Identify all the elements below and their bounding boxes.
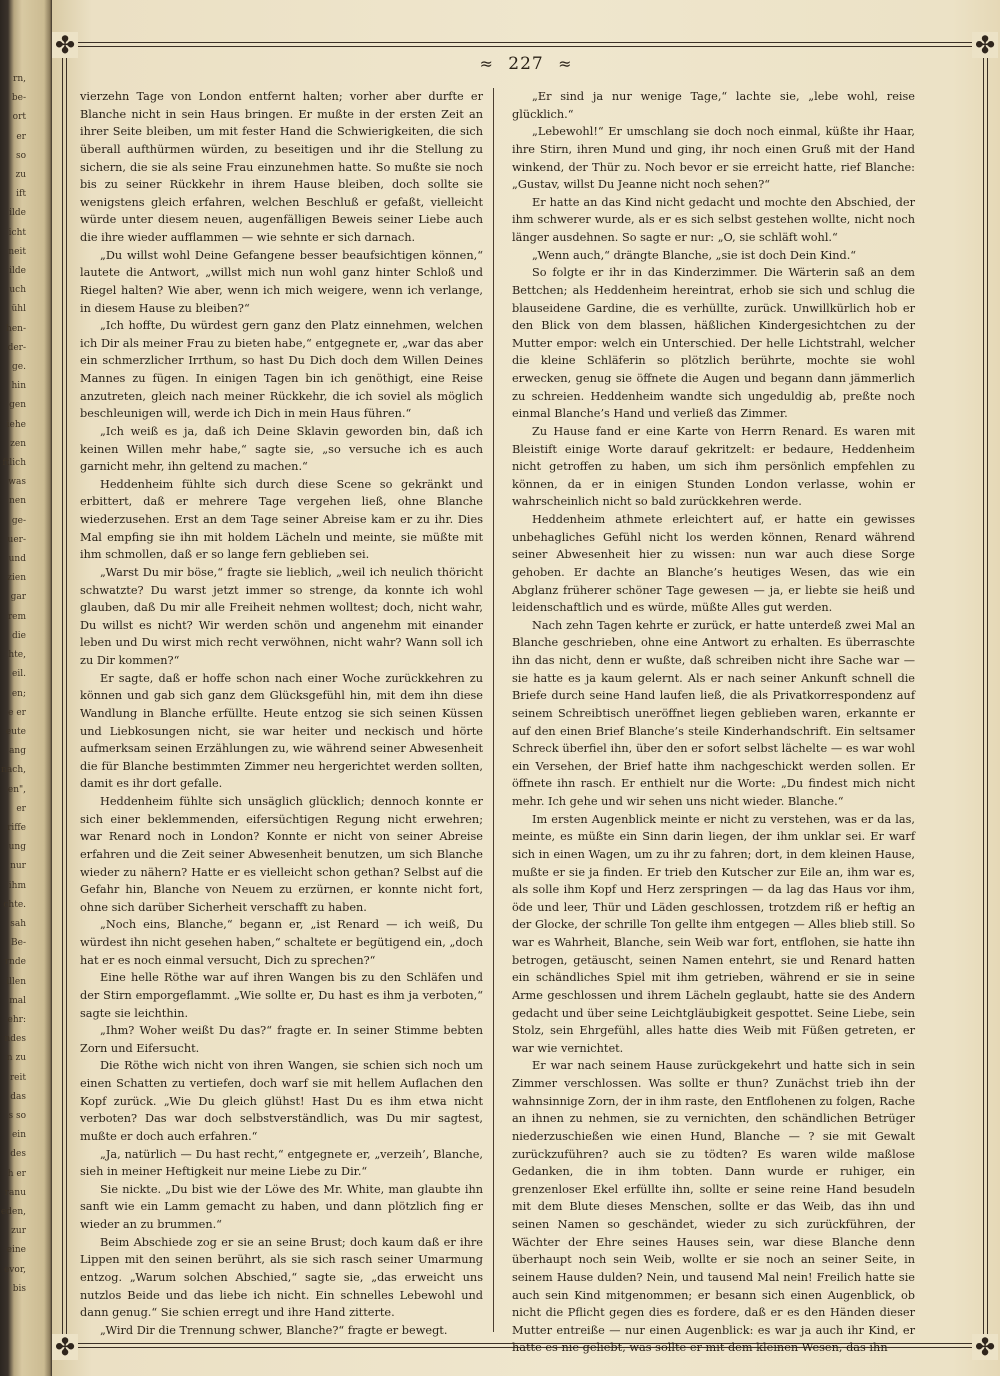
margin-fragment: reit bbox=[9, 1072, 26, 1083]
text-column-right bbox=[512, 88, 915, 1357]
paragraph: So folgte er ihr in das Kinderzimmer. Die Wärterin saß an dem Bettchen; als Heddenheim hereintrat, erhob sie sich und schlug die blauseidene Gardine, die es verhüllte, zurück. Unwillkürlich hob er den Blick von dem blassen, häßlichen Kindergesichtchen zu der Mutter empor: welch ein Unterschied. Der helle Lichtstrahl, welcher die kleine Schläferin so plötzlich berührte, mochte sie wohl erwecken, genug sie öffnete die Augen und begann dann jämmerlich zu schreien. Heddenheim wandte sich ungeduldig ab, preßte noch einmal Blanche’s Hand und verließ das Zimmer. bbox=[512, 266, 915, 421]
margin-fragment: ftlich bbox=[2, 458, 26, 469]
margin-fragment: hte, bbox=[8, 650, 26, 661]
margin-fragment: neit bbox=[8, 246, 26, 257]
paragraph: Die Röthe wich nicht von ihren Wangen, sie schien sich noch um einen Schatten zu vertiefen, doch warf sie mit hellem Auflachen den Kopf zurück. „Wie Du gleich glühst! Hast Du es ihm etwa nicht verboten? Das war doch selbstverständlich, was Du mir sagtest, mußte er doch auch erfahren.“ bbox=[80, 1059, 483, 1143]
margin-fragment: das bbox=[10, 1091, 26, 1102]
margin-fragment: mal bbox=[9, 995, 26, 1006]
paragraph: Eine helle Röthe war auf ihren Wangen bis zu den Schläfen und der Stirn emporgeflammt. „Wie sollte er, Du hast es ihm ja verboten,“ sagte sie leichthin. bbox=[80, 971, 483, 1020]
paragraph: Sie nickte. „Du bist wie der Löwe des Mr. White, man glaubte ihn sanft wie ein Lamm gemacht zu haben, und dann plötzlich fing er wieder an zu brummen.“ bbox=[80, 1182, 483, 1231]
margin-fragment: illen bbox=[6, 976, 26, 987]
margin-fragment: icht bbox=[8, 227, 26, 238]
margin-fragment: zu bbox=[15, 170, 26, 181]
margin-fragment: e er bbox=[8, 707, 26, 718]
margin-fragment: ndes bbox=[4, 1034, 26, 1045]
margin-fragment: uch bbox=[9, 285, 26, 296]
corner-ornament-icon: ✤ bbox=[52, 1334, 78, 1360]
margin-fragment: be- bbox=[11, 93, 26, 104]
margin-fragment: en; bbox=[11, 688, 26, 699]
margin-fragment: Be- bbox=[11, 938, 26, 949]
margin-fragment: ung bbox=[8, 842, 26, 853]
previous-page-margin bbox=[0, 70, 26, 1299]
paragraph: „Warst Du mir böse,“ fragte sie lieblich, „weil ich neulich thöricht schwatzte? Du warst jetzt immer so strenge, da konnte ich wohl glauben, daß Du mir alle Freiheit nehmen wolltest; doch, nicht wahr, Du willst es nicht? Wir werden schön und angenehm mit einander leben und Du wirst mich recht verwöhnen, nicht wahr? Wann soll ich zu Dir kommen?“ bbox=[80, 565, 483, 667]
text-column-left bbox=[80, 88, 483, 1339]
page-number: 227 bbox=[508, 54, 544, 74]
margin-fragment: uer- bbox=[7, 534, 26, 545]
margin-fragment: die bbox=[12, 630, 26, 641]
margin-fragment: eine bbox=[6, 1245, 26, 1256]
margin-fragment: der- bbox=[7, 342, 26, 353]
margin-fragment: er bbox=[16, 131, 26, 142]
margin-fragment: ein bbox=[11, 1130, 26, 1141]
column-divider bbox=[493, 88, 494, 1332]
margin-fragment: des bbox=[10, 1149, 26, 1160]
margin-fragment: zen bbox=[10, 438, 26, 449]
margin-fragment: bis bbox=[12, 1283, 26, 1294]
page-header bbox=[52, 54, 1000, 74]
margin-fragment: eil. bbox=[12, 669, 26, 680]
margin-fragment: ge. bbox=[12, 362, 26, 373]
margin-fragment: ge- bbox=[11, 515, 26, 526]
margin-fragment: eden, bbox=[0, 1206, 26, 1217]
margin-fragment: nach, bbox=[1, 765, 26, 776]
paragraph: Heddenheim fühlte sich unsäglich glücklich; dennoch konnte er sich einer beklemmenden, eifersüchtigen Regung nicht erwehren; war Renard noch in London? Konnte er nicht von seiner Abreise erfahren und die Zeit seiner Abwesenheit benutzen, um sich Blanche wieder zu nähern? Hatte er es vielleicht schon gethan? Selbst auf die Gefahr hin, Blanche von Neuem zu erzürnen, er konnte nicht fort, ohne sich darüber Sicherheit verschafft zu haben. bbox=[80, 795, 483, 914]
paragraph: „Noch eins, Blanche,“ begann er, „ist Renard — ich weiß, Du würdest ihn nicht gesehen haben,“ schaltete er begütigend ein, „doch hat er es noch einmal versucht, Dich zu sprechen?“ bbox=[80, 918, 483, 967]
paragraph: „Ihm? Woher weißt Du das?“ fragte er. In seiner Stimme bebten Zorn und Eifersucht. bbox=[80, 1024, 483, 1055]
margin-fragment: chte. bbox=[3, 899, 26, 910]
margin-fragment: was bbox=[8, 477, 26, 488]
margin-fragment: er bbox=[16, 803, 26, 814]
margin-fragment: ühl bbox=[11, 304, 26, 315]
margin-fragment: n zu bbox=[6, 1053, 26, 1064]
margin-fragment: ort bbox=[12, 112, 26, 123]
corner-ornament-icon: ✤ bbox=[52, 32, 78, 58]
margin-fragment: s so bbox=[8, 1110, 26, 1121]
book-page bbox=[52, 0, 1000, 1376]
margin-fragment: sah bbox=[10, 918, 26, 929]
margin-fragment: en", bbox=[7, 784, 26, 795]
paragraph: Nach zehn Tagen kehrte er zurück, er hatte unterdeß zwei Mal an Blanche geschrieben, ohne eine Antwort zu erhalten. Es überraschte ihn das nicht, denn er wußte, daß schreiben nicht ihre Sache war — sie hatte es ja kaum gelernt. Als er nach seiner Ankunft schnell die Briefe durch seine Hand laufen ließ, die als Privatkorrespondenz auf seinem Schreibtisch uneröffnet liegen geblieben waren, erkannte er auf den einen Brief Blanche’s steile Kinderhandschrift. Ein seltsamer Schreck überfiel ihn, über den er sofort selbst lächelte — es war wohl ein Versehen, der Brief hatte ihm nachgeschickt werden sollen. Er öffnete ihn rasch. Er enthielt nur die Worte: „Du findest mich nicht mehr. Ich gehe und wir sehen uns nicht wieder. Blanche.“ bbox=[512, 618, 915, 808]
margin-fragment: nur bbox=[10, 861, 26, 872]
paragraph: „Ich weiß es ja, daß ich Deine Sklavin geworden bin, daß ich keinen Willen mehr habe,“ sagte sie, „so versuche ich es auch garnicht mehr, ihn geltend zu machen.“ bbox=[80, 424, 483, 474]
paragraph: Zu Hause fand er eine Karte von Herrn Renard. Es waren mit Bleistift einige Worte darauf gekritzelt: er bedaure, Heddenheim nicht getroffen zu haben, um sich ihm persönlich empfehlen zu können, da er in einigen Stunden London verlasse, wohin er wahrscheinlich nicht so bald zurückkehren werde. bbox=[512, 424, 915, 509]
margin-fragment: iehe bbox=[6, 419, 26, 430]
margin-fragment: ehr: bbox=[7, 1014, 26, 1025]
margin-fragment: hin bbox=[11, 381, 26, 392]
margin-fragment: rnde bbox=[4, 957, 26, 968]
paragraph: Heddenheim fühlte sich durch diese Scene so gekränkt und erbittert, daß er mehrere Tage vergehen ließ, ohne Blanche wiederzusehen. Erst an dem Tage seiner Abreise kam er zu ihr. Dies Mal empfing sie ihn mit holdem Lächeln und meinte, sie müßte mit ihm schmollen, daß er so lange fern geblieben sei. bbox=[80, 477, 483, 562]
margin-fragment: gen bbox=[9, 400, 26, 411]
margin-fragment: hen- bbox=[6, 323, 26, 334]
corner-ornament-icon: ✤ bbox=[972, 32, 998, 58]
margin-fragment: h er bbox=[7, 1168, 26, 1179]
margin-fragment: rn, bbox=[13, 74, 26, 84]
paragraph: Beim Abschiede zog er sie an seine Brust; doch kaum daß er ihre Lippen mit den seinen berührt, als sie sich rasch seiner Umarmung entzog. „Warum solchen Abschied,“ sagte sie, „das erweicht uns nutzlos Beide und das liebe ich nicht. Ein schnelles Lebewohl und dann genug.“ Sie schien erregt und ihre Hand zitterte. bbox=[80, 1235, 483, 1320]
header-ornament-right-icon: ≈ bbox=[558, 54, 573, 73]
margin-fragment: ranu bbox=[4, 1187, 26, 1198]
paragraph: „Ja, natürlich — Du hast recht,“ entgegnete er, „verzeih’, Blanche, sieh in meiner Heftigkeit nur meine Liebe zu Dir.“ bbox=[80, 1147, 483, 1179]
corner-ornament-icon: ✤ bbox=[972, 1334, 998, 1360]
margin-fragment: gar bbox=[10, 592, 26, 603]
paragraph: „Lebewohl!“ Er umschlang sie doch noch einmal, küßte ihr Haar, ihre Stirn, ihren Mund und ging, ihr noch einen Gruß mit der Hand winkend, der Thür zu. Noch bevor er sie erreicht hatte, rief Blanche: „Gustav, willst Du Jeanne nicht noch sehen?“ bbox=[512, 125, 915, 192]
margin-fragment: zur bbox=[11, 1226, 26, 1237]
margin-fragment: ilde bbox=[9, 208, 26, 219]
paragraph: Im ersten Augenblick meinte er nicht zu verstehen, was er da las, meinte, es müßte ein Sinn darin liegen, der ihm unklar sei. Er warf sich in einen Wagen, um zu ihr zu fahren; dort, in dem kleinen Hause, mußte er sie ja finden. Er trieb den Kutscher zur Eile an, ihm war es, als solle ihm Kopf und Herz zerspringen — da lag das Haus vor ihm, öde und leer, Thür und Läden geschlossen, trotzdem riß er heftig an der Glocke, der schrille Ton gellte ihm entgegen — Alles blieb still. So war es Wahrheit, Blanche, sein Weib war fort, entflohen, sie hatte ihn betrogen, getäuscht, seinen Namen entehrt, sie und Renard hatten ein schändliches Spiel mit ihm getrieben, während er sie in seine Arme geschlossen und ihrem Lächeln geglaubt, hatte sie des Andern gedacht und über seine Leichtgläubigkeit gespottet. Seine Liebe, sein Stolz, sein Ehrgefühl, alles hatte dies Weib mit Füßen getreten, er war wie vernichtet. bbox=[512, 812, 915, 1055]
paragraph: Er war nach seinem Hause zurückgekehrt und hatte sich in sein Zimmer verschlossen. Was sollte er thun? Zunächst trieb ihn der wahnsinnige Zorn, der in ihm raste, den Entflohenen zu folgen, Rache an ihnen zu nehmen, sie zu vernichten, den schändlichen Betrüger niederzuschießen wie einen Hund, Blanche — ? sie mit Gewalt zurückzuführen? auch sie zu tödten? Es waren wilde maßlose Gedanken, die in ihm tobten. Dann wurde er ruhiger, ein grenzenloser Ekel erfüllte ihn, sollte er seine reine Hand besudeln mit dem Blute dieses Menschen, sollte er das Weib, das ihn und seinen Namen so geschändet, wieder zu sich zurückführen, der Wächter der Ehre seines Hauses sein, war diese Blanche denn überhaupt noch sein Weib, wollte er sie noch an seiner Seite, in seinem Hause dulden? Nein, und tausend Mal nein! Freilich hatte sie auch sein Kind mitgenommen; er besann sich einen Augenblick, ob nicht die Pflicht gegen dies es fordere, daß er es den Händen dieser Mutter entreiße — nur einen Augenblick: es war ja auch ihr Kind, er hatte es nie geliebt, was sollte er mit dem kleinen Wesen, das ihn bbox=[512, 1059, 916, 1355]
margin-fragment: zien bbox=[7, 573, 26, 584]
margin-fragment: ang bbox=[9, 746, 26, 757]
paragraph: Er hatte an das Kind nicht gedacht und mochte den Abschied, der ihm schwerer wurde, als er es sich selbst gestehen wollte, nicht noch länger ausdehnen. So sagte er nur: „O, sie schläft wohl.“ bbox=[512, 195, 915, 244]
paragraph: „Wird Dir die Trennung schwer, Blanche?“ fragte er bewegt. bbox=[100, 1323, 448, 1337]
margin-fragment: und bbox=[8, 554, 26, 565]
paragraph: „Du willst wohl Deine Gefangene besser beaufsichtigen können,“ lautete die Antwort, „willst mich nun wohl ganz hinter Schloß und Riegel halten? Wie aber, wenn ich mich weigere, wenn ich verlange, in diesem Hause zu bleiben?“ bbox=[80, 248, 483, 315]
paragraph: „Wenn auch,“ drängte Blanche, „sie ist doch Dein Kind.“ bbox=[532, 248, 857, 262]
margin-fragment: ihm bbox=[8, 880, 26, 891]
paragraph: Er sagte, daß er hoffe schon nach einer Woche zurückkehren zu können und gab sich ganz dem Glücksgefühl hin, mit dem ihn diese Wandlung in Blanche erfüllte. Heute entzog sie sich seinen Küssen und Liebkosungen nicht, sie war heiter und neckisch und hörte aufmerksam seinen Erzählungen zu, wie während seiner Abwesenheit die für Blanche bestimmten Zimmer neu hergerichtet werden sollten, damit es ihr dort gefalle. bbox=[80, 671, 483, 791]
paragraph: Heddenheim athmete erleichtert auf, er hatte ein gewisses unbehagliches Gefühl nicht los werden können, Renard während seiner Abwesenheit hier zu wissen: nun war auch diese Sorge gehoben. Er dachte an Blanche’s heutiges Wesen, das wie ein Abglanz früherer schöner Tage gewesen — ja, er liebte sie heiß und leidenschaftlich und es würde, müßte Alles gut werden. bbox=[512, 513, 915, 615]
margin-fragment: rem bbox=[7, 611, 26, 622]
margin-fragment: ift bbox=[16, 189, 26, 200]
margin-fragment: ilde bbox=[9, 266, 26, 277]
margin-fragment: evor, bbox=[3, 1264, 26, 1275]
margin-fragment: riffe bbox=[7, 822, 26, 833]
margin-fragment: so bbox=[15, 150, 26, 161]
paragraph: „Er sind ja nur wenige Tage,“ lachte sie, „lebe wohl, reise glücklich.“ bbox=[512, 90, 915, 121]
header-ornament-left-icon: ≈ bbox=[479, 54, 494, 73]
paragraph: vierzehn Tage von London entfernt halten; vorher aber durfte er Blanche nicht in sein Haus bringen. Er mußte in der ersten Zeit an ihrer Seite bleiben, um mit fester Hand die Schwierigkeiten, die sich überall aufthürmen würden, zu beseitigen und ihr die Stellung zu sichern, die sie als seine Frau einzunehmen hatte. So mußte sie noch bis zu seiner Rückkehr in ihrem Hause bleiben, doch sollte sie wenigstens gleich erfahren, welchen Beschluß er gefaßt, vielleicht würde unter diesem neuen, augenfälligen Beweis seiner Liebe auch die ihre wieder aufflammen — wie sehnte er sich darnach. bbox=[80, 90, 483, 244]
margin-fragment: eute bbox=[5, 726, 26, 737]
paragraph: „Ich hoffte, Du würdest gern ganz den Platz einnehmen, welchen ich Dir als meiner Frau zu bieten habe,“ entgegnete er, „war das aber ein schmerzlicher Irrthum, so hast Du Dich doch dem Willen Deines Mannes zu fügen. In einigen Tagen bin ich genöthigt, eine Reise anzutreten, gleich nach meiner Rückkehr, die ich soviel als möglich beschleunigen will, werde ich Dich in mein Haus führen.“ bbox=[80, 319, 483, 421]
margin-fragment: nen bbox=[9, 496, 26, 507]
